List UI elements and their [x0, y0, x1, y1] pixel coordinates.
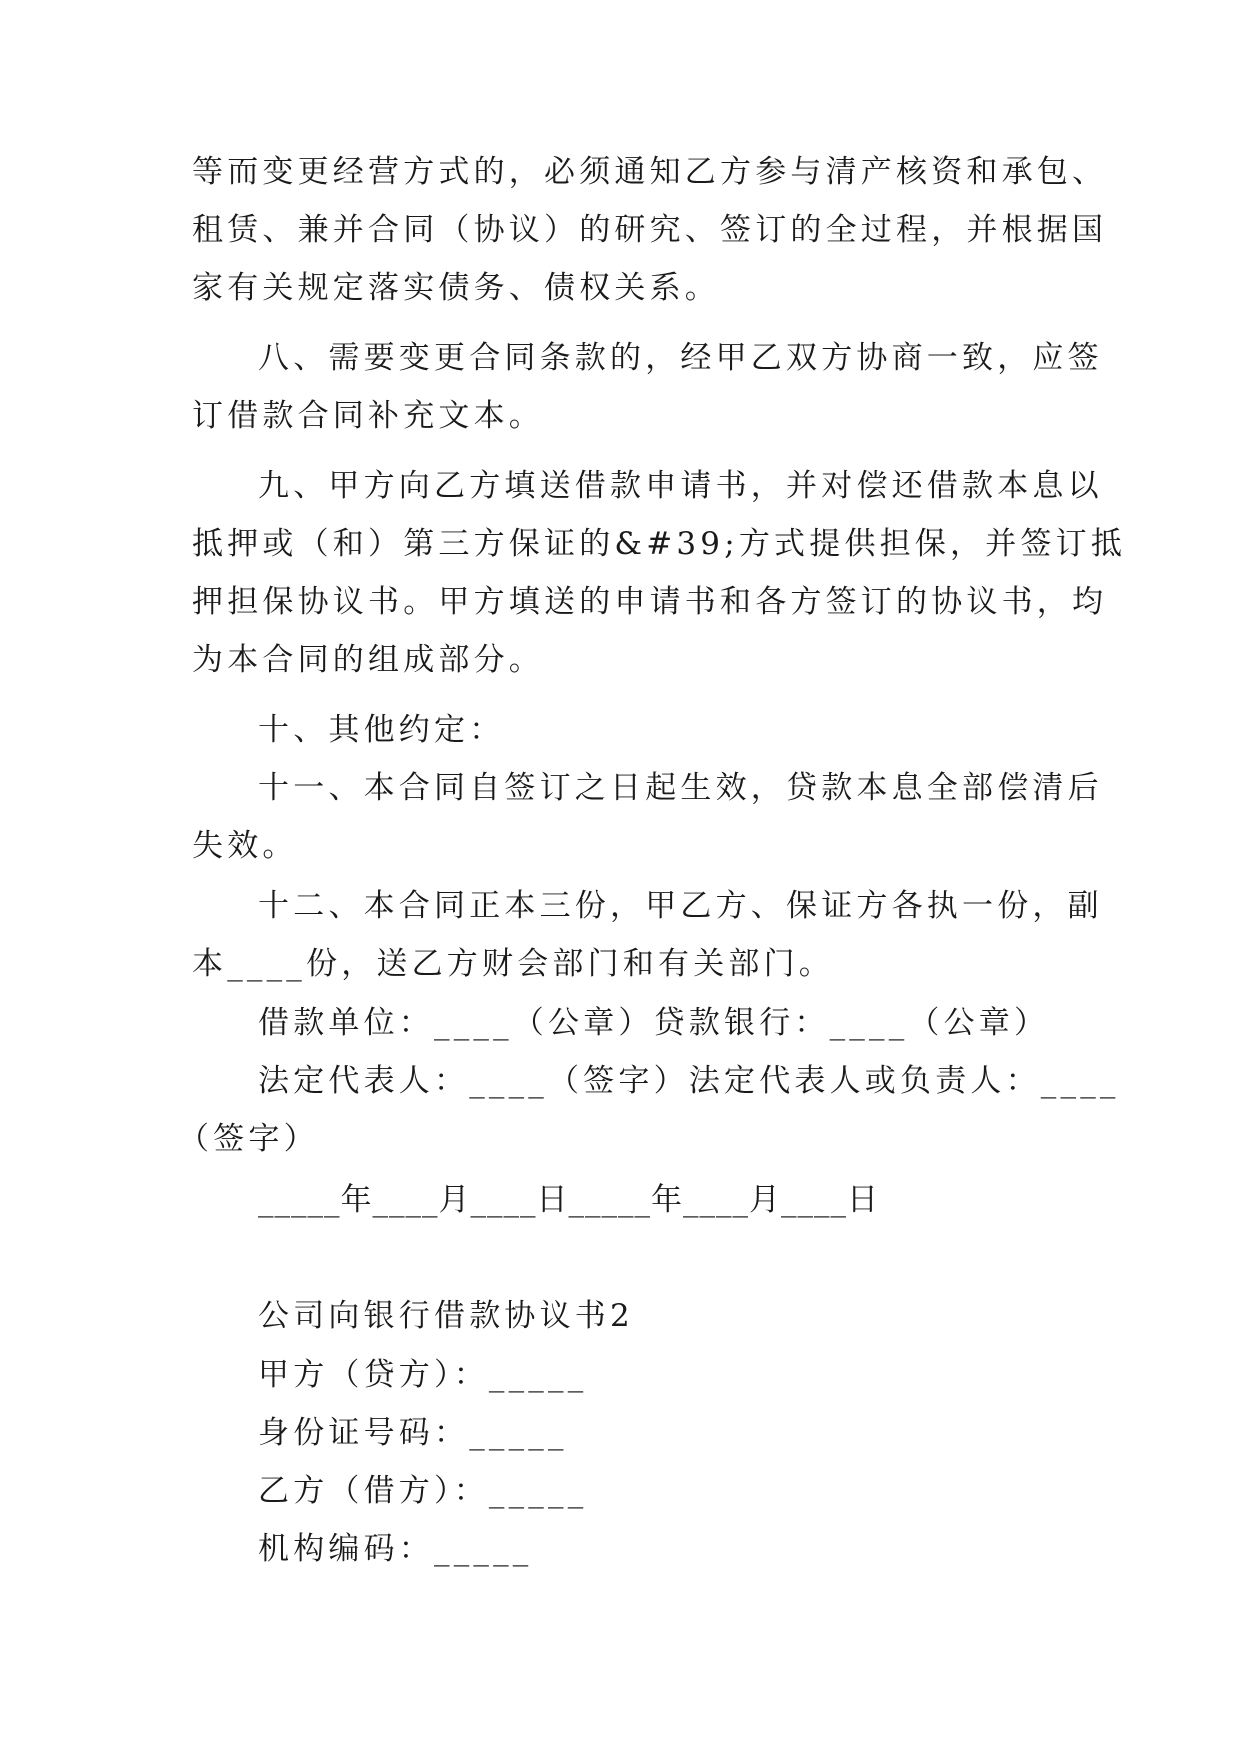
text-line: 乙方（借方）：_____ [258, 1473, 588, 1509]
text-line: 八、需要变更合同条款的，经甲乙双方协商一致，应签 [258, 340, 1103, 376]
text-line: 失效。 [192, 828, 298, 864]
text-line: （签字） [178, 1121, 319, 1157]
text-line: 机构编码：_____ [258, 1531, 533, 1567]
text-line: 十一、本合同自签订之日起生效，贷款本息全部偿清后 [258, 770, 1103, 806]
text-line: 为本合同的组成部分。 [192, 642, 544, 678]
text-line: 抵押或（和）第三方保证的&#39;方式提供担保，并签订抵 [192, 526, 1127, 562]
text-line: 十二、本合同正本三份，甲乙方、保证方各执一份，副 [258, 888, 1103, 924]
text-line: 等而变更经营方式的，必须通知乙方参与清产核资和承包、 [192, 154, 1108, 190]
text-line: 本____份，送乙方财会部门和有关部门。 [192, 946, 834, 982]
text-line: 借款单位：____（公章）贷款银行：____（公章） [258, 1005, 1050, 1041]
text-line: 押担保协议书。甲方填送的申请书和各方签订的协议书，均 [192, 584, 1108, 620]
text-line: 身份证号码：_____ [258, 1415, 568, 1451]
text-line: 九、甲方向乙方填送借款申请书，并对偿还借款本息以 [258, 468, 1103, 504]
text-line: 甲方（贷方）：_____ [258, 1357, 588, 1393]
text-line: 法定代表人：____（签字）法定代表人或负责人：____ [258, 1063, 1120, 1099]
text-line: 订借款合同补充文本。 [192, 398, 544, 434]
section-title: 公司向银行借款协议书2 [258, 1298, 634, 1334]
text-line: 十、其他约定： [258, 712, 505, 748]
date-line: _____年____月____日_____年____月____日 [258, 1182, 879, 1218]
text-line: 家有关规定落实债务、债权关系。 [192, 270, 720, 306]
text-line: 租赁、兼并合同（协议）的研究、签订的全过程，并根据国 [192, 212, 1108, 248]
